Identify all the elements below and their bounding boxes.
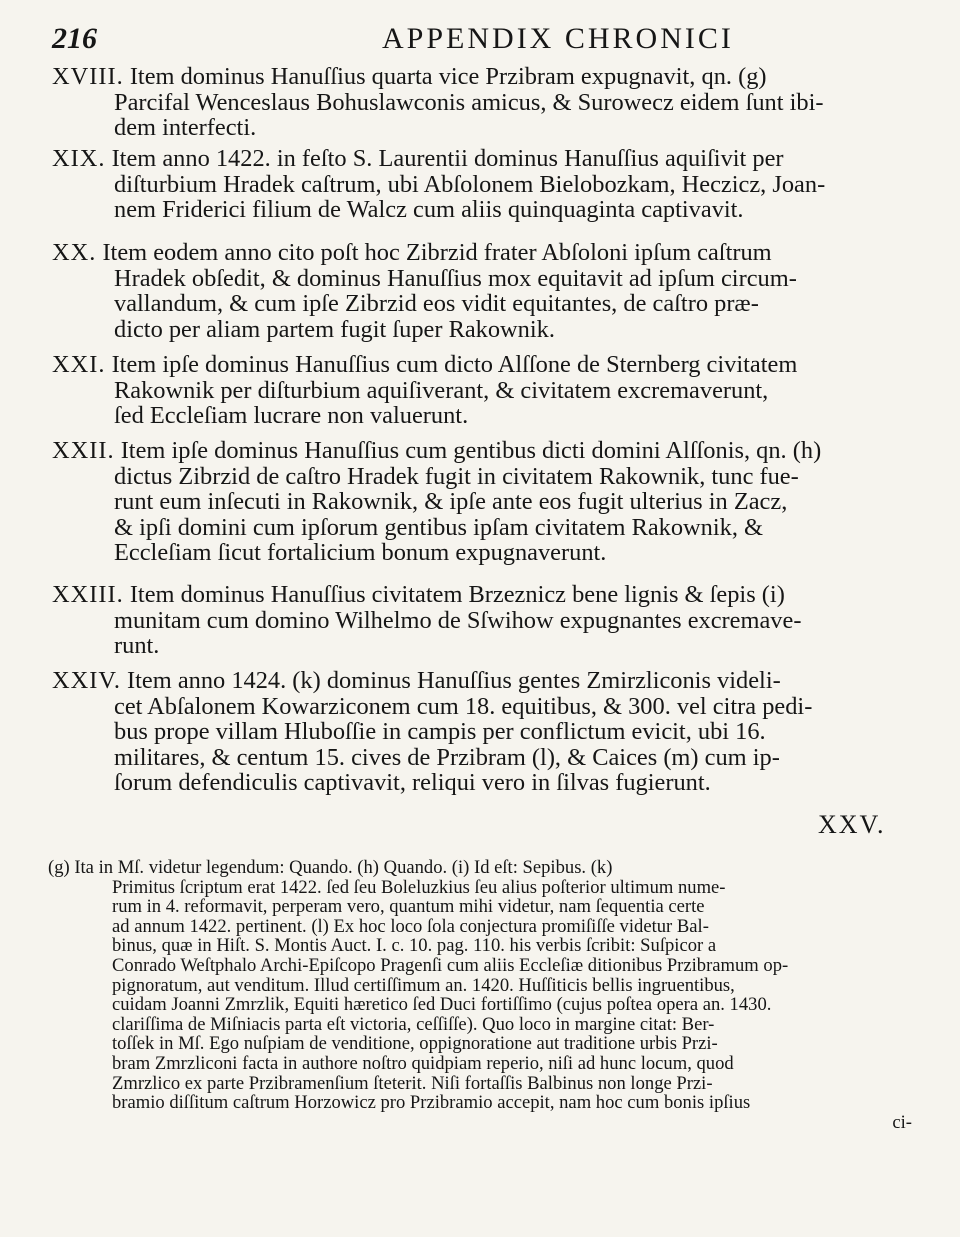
entry-line: Parcifal Wenceslaus Bohuslawconis amicus, & Surowecz eidem ſunt ibi- <box>114 88 824 116</box>
entry-number: XXII. <box>52 437 115 464</box>
entry-line: XXII. Item ipſe dominus Hanuſſius cum gentibus dicti domini Alſſonis, qn. (h) <box>52 437 822 464</box>
entry-line: XXIV. Item anno 1424. (k) dominus Hanuſſius gentes Zmirzliconis videli- <box>52 667 781 694</box>
chronicle-entry <box>52 240 924 342</box>
page-number: 216 <box>52 22 97 55</box>
entry-line: cet Abſalonem Kowarziconem cum 18. equitibus, & 300. vel citra pedi- <box>114 692 813 720</box>
entry-line: XXI. Item ipſe dominus Hanuſſius cum dicto Alſſone de Sternberg civitatem <box>52 351 798 378</box>
entry-line: ſed Eccleſiam lucrare non valuerunt. <box>114 402 469 430</box>
entry-number: XXIV. <box>52 667 121 694</box>
entry-line: Hradek obſedit, & dominus Hanuſſius mox equitavit ad ipſum circum- <box>114 264 797 292</box>
entry-line: XXIII. Item dominus Hanuſſius civitatem Brzeznicz bene lignis & ſepis (i) <box>52 581 785 608</box>
entry-line: vallandum, & cum ipſe Zibrzid eos vidit equitantes, de caſtro præ- <box>114 290 759 318</box>
entry-line: diſturbium Hradek caſtrum, ubi Abſolonem Bielobozkam, Heczicz, Joan- <box>114 170 826 198</box>
footnote-line: Conrado Weſtphalo Archi-Epiſcopo Pragenſi cum aliis Eccleſiæ ditionibus Przibramum op- <box>112 954 789 976</box>
footnote-line: pignoratum, aut venditum. Illud certiſſimum an. 1420. Huſſiticis bellis ingruentibus, <box>112 974 735 996</box>
footnote-line: (g) Ita in Mſ. videtur legendum: Quando. (h) Quando. (i) Id eſt: Sepibus. (k) <box>48 857 613 878</box>
entry-line: & ipſi domini cum ipſorum gentibus ipſam civitatem Rakownik, & <box>114 513 763 541</box>
chronicle-entry <box>52 352 924 429</box>
entry-line: XIX. Item anno 1422. in feſto S. Laurentii dominus Hanuſſius aquiſivit per <box>52 145 784 172</box>
footnote-line: bram Zmrzliconi facta in authore noſtro quidpiam reperio, niſi ad hunc locum, quod <box>112 1052 734 1074</box>
footnote-line: ad annum 1422. pertinent. (l) Ex hoc loco ſola conjectura promiſiſſe videtur Bal- <box>112 915 709 937</box>
entry-line: runt. <box>114 632 160 660</box>
footnote-line: binus, quæ in Hiſt. S. Montis Auct. I. c. 10. pag. 110. his verbis ſcribit: Suſpicor a <box>112 935 717 957</box>
running-title: APPENDIX CHRONICI <box>382 22 734 55</box>
entry-line: dicto per aliam partem fugit ſuper Rakownik. <box>114 315 555 343</box>
footnote-line: ci- <box>892 1111 912 1133</box>
entry-number: XXI. <box>52 351 106 378</box>
entry-line: dem interfecti. <box>114 114 257 142</box>
entry-line: XX. Item eodem anno cito poſt hoc Zibrzid frater Abſoloni ipſum caſtrum <box>52 239 772 266</box>
entry-number: XXIII. <box>52 581 124 608</box>
chronicle-entry <box>52 438 924 566</box>
catchword: XXV. <box>818 810 886 839</box>
entry-line: munitam cum domino Wilhelmo de Sſwihow expugnantes excremave- <box>114 606 802 634</box>
entry-line: militares, & centum 15. cives de Przibram (l), & Caices (m) cum ip- <box>114 743 780 771</box>
entry-line: Rakownik per diſturbium aquiſiverant, & civitatem excremaverunt, <box>114 376 769 404</box>
entry-line: bus prope villam Hluboſſie in campis per conflictum evicit, ubi 16. <box>114 718 766 746</box>
entry-line: ſorum defendiculis captivavit, reliqui vero in ſilvas fugierunt. <box>114 769 711 797</box>
entry-line: dictus Zibrzid de caſtro Hradek fugit in civitatem Rakownik, tunc fue- <box>114 462 799 490</box>
footnote-line: clariſſima de Miſniacis parta eſt victoria, ceſſiſſe). Quo loco in margine citat: Ber- <box>112 1013 715 1035</box>
entry-line: nem Friderici filium de Walcz cum aliis quinquaginta captivavit. <box>114 196 744 224</box>
entry-number: XVIII. <box>52 63 124 90</box>
entry-line: Eccleſiam ſicut fortalicium bonum expugnaverunt. <box>114 539 607 567</box>
footnote-line: cuidam Joanni Zmrzlik, Equiti hæretico ſed Duci fortiſſimo (cujus poſtea opera an. 1430. <box>112 994 772 1016</box>
footnote-line: rum in 4. reformavit, perperam vero, quantum mihi videtur, nam ſequentia certe <box>112 896 705 918</box>
footnote-line: Zmrzlico ex parte Przibramenſium ſteterit. Niſi fortaſſis Balbinus non longe Przi- <box>112 1072 713 1094</box>
footnote-line: toſſek in Mſ. Ego nuſpiam de venditione, oppignoratione aut traditione urbis Przi- <box>112 1033 718 1055</box>
footnotes <box>48 858 920 1132</box>
chronicle-entry <box>52 64 924 141</box>
entry-number: XX. <box>52 239 97 266</box>
footnote-line: bramio diſſitum caſtrum Horzowicz pro Przibramio accepit, nam hoc cum bonis ipſius <box>112 1092 751 1114</box>
chronicle-entry <box>52 668 924 796</box>
page-header <box>52 16 932 66</box>
entry-line: runt eum inſecuti in Rakownik, & ipſe ante eos fugit ulterius in Zacz, <box>114 488 788 516</box>
chronicle-entry <box>52 582 924 659</box>
entry-line: XVIII. Item dominus Hanuſſius quarta vice Przibram expugnavit, qn. (g) <box>52 63 767 90</box>
chronicle-entry <box>52 146 924 223</box>
entry-number: XIX. <box>52 145 106 172</box>
footnote-line: Primitus ſcriptum erat 1422. ſed ſeu Boleluzkius ſeu alius poſterior ultimum nume- <box>112 876 726 898</box>
